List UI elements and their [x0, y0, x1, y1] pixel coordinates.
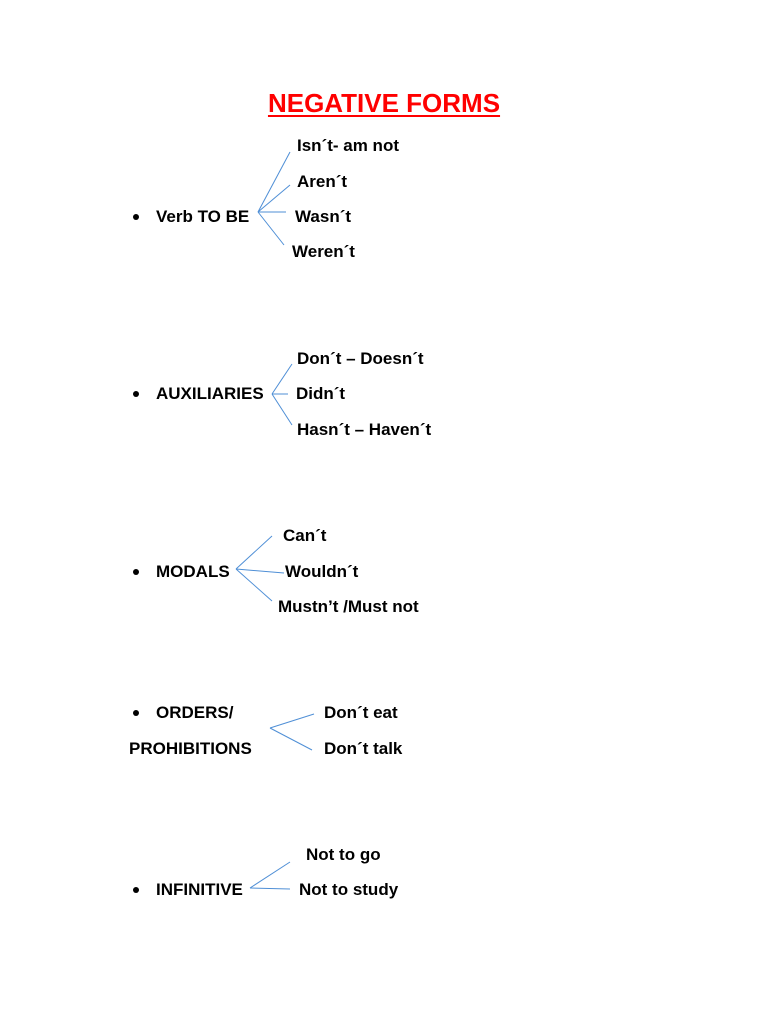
item-werent: Weren´t: [292, 242, 355, 261]
item-not-to-study: Not to study: [299, 880, 399, 899]
item-cant: Can´t: [283, 526, 327, 545]
item-hasnt-havent: Hasn´t – Haven´t: [297, 420, 432, 439]
branch-line: [258, 185, 290, 212]
branch-line: [236, 569, 272, 601]
item-didnt: Didn´t: [296, 384, 346, 403]
item-arent: Aren´t: [297, 172, 348, 191]
section-label-auxiliaries: AUXILIARIES: [156, 384, 264, 403]
bullet-icon: [133, 710, 139, 716]
item-dont-eat: Don´t eat: [324, 703, 398, 722]
bullet-icon: [133, 887, 139, 893]
item-wasnt: Wasn´t: [295, 207, 352, 226]
branch-line: [272, 364, 292, 394]
section-label-orders: ORDERS/: [156, 703, 234, 722]
branch-line: [236, 569, 284, 573]
bullet-icon: [133, 391, 139, 397]
branch-line: [258, 212, 284, 245]
section-label-prohibitions: PROHIBITIONS: [129, 739, 252, 758]
branch-line: [270, 728, 312, 750]
item-mustnt: Mustn’t /Must not: [278, 597, 419, 616]
section-label-verb-to-be: Verb TO BE: [156, 207, 250, 226]
branch-line: [236, 536, 272, 569]
branch-line: [258, 152, 290, 212]
branch-line: [250, 888, 290, 889]
item-dont-talk: Don´t talk: [324, 739, 403, 758]
bullet-icon: [133, 569, 139, 575]
bullet-icon: [133, 214, 139, 220]
branch-line: [250, 862, 290, 888]
item-wouldnt: Wouldn´t: [285, 562, 359, 581]
item-dont-doesnt: Don´t – Doesn´t: [297, 349, 424, 368]
section-label-infinitive: INFINITIVE: [156, 880, 243, 899]
section-label-modals: MODALS: [156, 562, 230, 581]
branch-line: [270, 714, 314, 728]
branch-line: [272, 394, 292, 425]
item-not-to-go: Not to go: [306, 845, 381, 864]
page-title: NEGATIVE FORMS: [267, 88, 501, 118]
item-isnt: Isn´t- am not: [297, 136, 399, 155]
